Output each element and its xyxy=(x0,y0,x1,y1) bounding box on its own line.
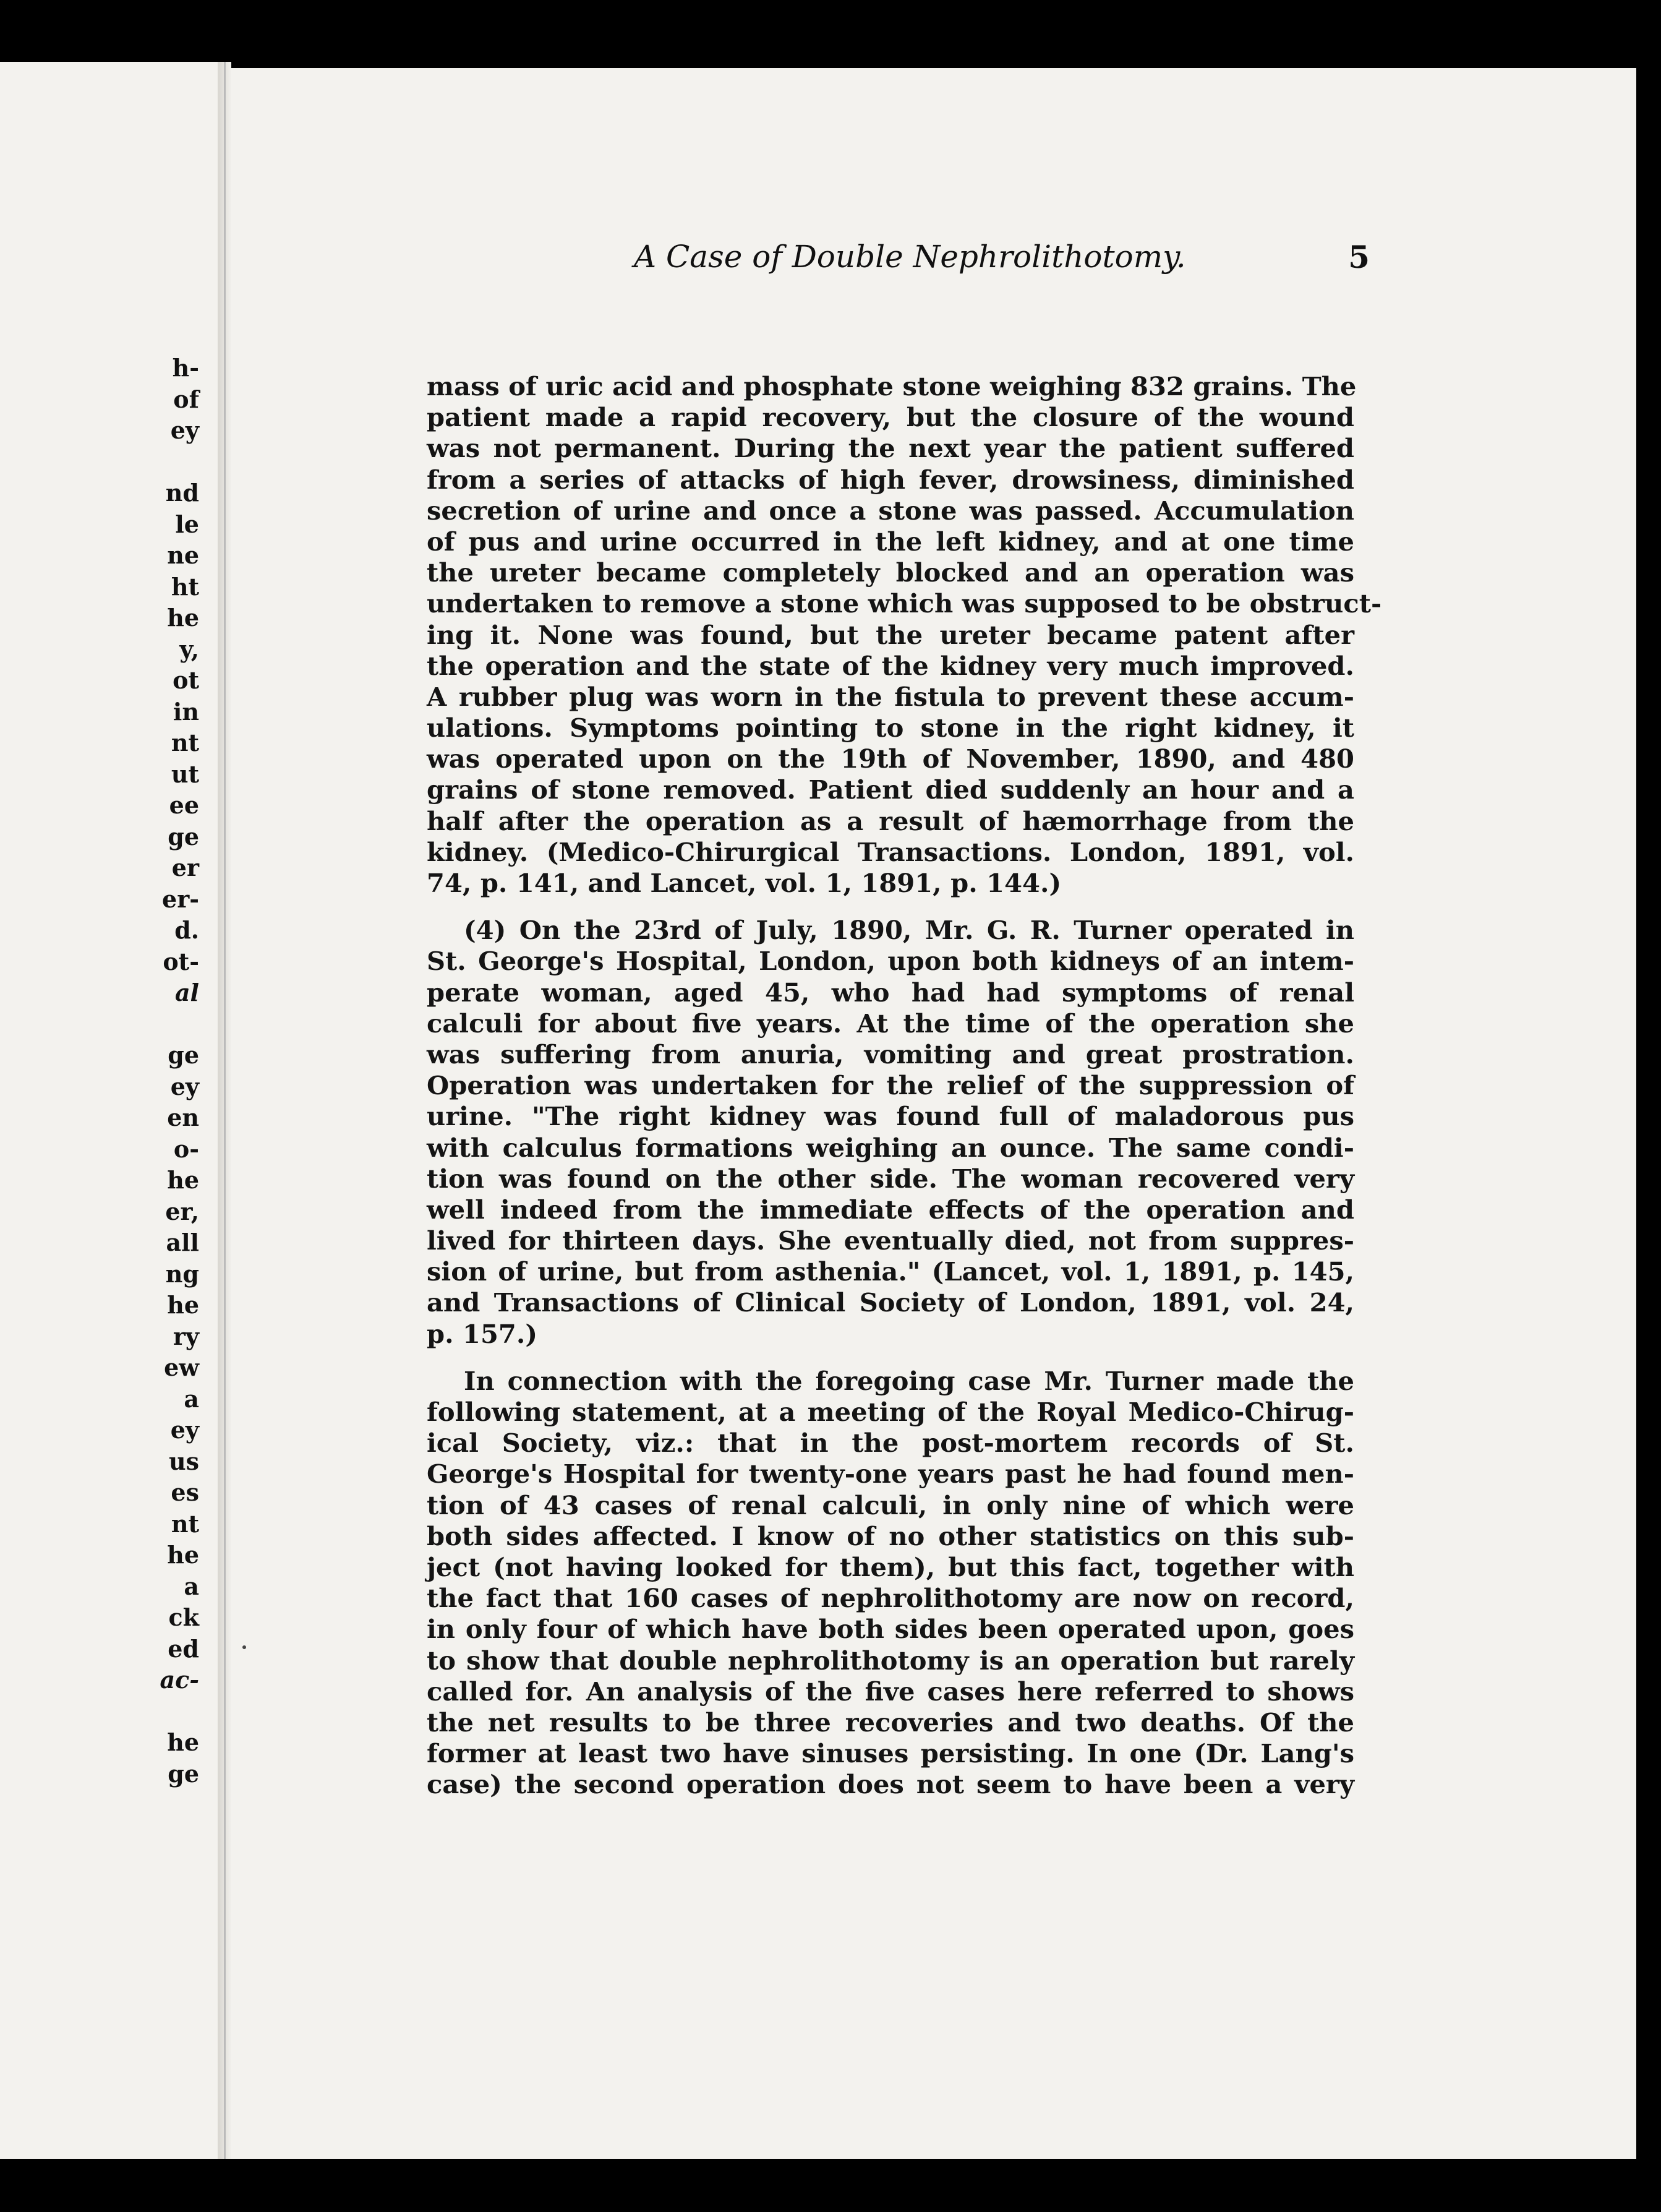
fragment-line: nt xyxy=(171,1509,199,1538)
text-line: (4) On the 23rd of July, 1890, Mr. G. R. Turner operated in xyxy=(464,915,1354,946)
fragment-line: a xyxy=(184,1572,199,1600)
text-line: tion of 43 cases of renal calculi, in only nine of which were xyxy=(427,1490,1354,1520)
text-line: urine. "The right kidney was found full of maladorous pus xyxy=(427,1101,1354,1132)
fragment-line: ed xyxy=(168,1634,199,1663)
text-line: In connection with the foregoing case Mr. Turner made the xyxy=(464,1365,1354,1396)
text-line: p. 157.) xyxy=(427,1318,538,1349)
text-line: the net results to be three recoveries and two deaths. Of the xyxy=(427,1707,1354,1738)
text-line: undertaken to remove a stone which was supposed to be obstruct- xyxy=(427,588,1382,619)
fragment-line: ck xyxy=(168,1603,199,1631)
fragment-line: ew xyxy=(164,1353,199,1381)
fragment-line: ht xyxy=(171,572,199,601)
text-line: lived for thirteen days. She eventually died, not from suppres- xyxy=(427,1225,1354,1256)
text-line: calculi for about five years. At the time of the operation she xyxy=(427,1008,1354,1039)
paragraph-2 xyxy=(427,915,1354,1350)
fragment-line: us xyxy=(168,1447,199,1475)
paragraph-3 xyxy=(427,1366,1354,1801)
fragment-line: ut xyxy=(171,760,199,788)
fragment-line: nt xyxy=(171,729,199,757)
text-line: secretion of urine and once a stone was passed. Accumulation xyxy=(427,495,1354,526)
fragment-line: le xyxy=(175,510,199,538)
text-line: in only four of which have both sides been operated upon, goes xyxy=(427,1614,1354,1645)
left-page-fragments xyxy=(0,353,199,1790)
fragment-line: ee xyxy=(169,791,199,819)
fragment-line: of xyxy=(173,385,199,413)
text-line: 74, p. 141, and Lancet, vol. 1, 1891, p. 144.) xyxy=(427,868,1062,898)
fragment-line: he xyxy=(167,1541,199,1569)
paragraph-gap xyxy=(427,899,1354,915)
text-line: half after the operation as a result of hæmorrhage from the xyxy=(427,805,1354,836)
fragment-line: er xyxy=(171,854,199,881)
fragment-line: en xyxy=(167,1104,199,1131)
text-line: called for. An analysis of the five cases here referred to shows xyxy=(427,1676,1354,1707)
fragment-line: ey xyxy=(170,416,199,444)
page-header xyxy=(399,234,1370,283)
left-page xyxy=(0,62,218,2159)
text-line: ing it. None was found, but the ureter became patent after xyxy=(427,619,1354,650)
fragment-line: d. xyxy=(174,916,199,944)
fragment-line: he xyxy=(167,1291,199,1319)
fragment-line: ac- xyxy=(160,1666,199,1694)
running-title: A Case of Double Nephrolithotomy. xyxy=(634,239,1186,275)
text-line: ject (not having looked for them), but this fact, together with xyxy=(427,1551,1354,1582)
text-line: ulations. Symptoms pointing to stone in the right kidney, it xyxy=(427,713,1354,744)
fragment-line: ot- xyxy=(163,947,199,975)
fragment-line: a xyxy=(184,1384,199,1413)
fragment-line: ng xyxy=(165,1259,199,1288)
text-line: was not permanent. During the next year the patient suffered xyxy=(427,433,1354,464)
fragment-line: ey xyxy=(170,1416,199,1444)
text-line: tion was found on the other side. The woman recovered very xyxy=(427,1163,1354,1194)
text-line: to show that double nephrolithotomy is an operation but rarely xyxy=(427,1645,1354,1676)
page-number: 5 xyxy=(1348,239,1370,275)
fragment-line: ey xyxy=(170,1072,199,1100)
fragment-line: all xyxy=(166,1228,199,1256)
fragment-line: y, xyxy=(179,635,199,663)
text-line: the operation and the state of the kidney very much improved. xyxy=(427,650,1354,681)
fragment-line: he xyxy=(167,604,199,632)
fragment-line: nd xyxy=(165,479,199,507)
fragment-line: er- xyxy=(162,885,199,913)
text-line: was operated upon on the 19th of November, 1890, and 480 xyxy=(427,744,1354,774)
fragment-line: h- xyxy=(172,354,199,382)
fragment-line: ry xyxy=(173,1322,199,1350)
text-line: ical Society, viz.: that in the post-mortem records of St. xyxy=(427,1428,1354,1459)
text-line: was suffering from anuria, vomiting and great prostration. xyxy=(427,1039,1354,1070)
fragment-line: o- xyxy=(173,1134,199,1163)
fragment-line: he xyxy=(167,1728,199,1756)
text-line: and Transactions of Clinical Society of London, 1891, vol. 24, xyxy=(427,1287,1354,1318)
fragment-line: ge xyxy=(168,1041,199,1069)
page-speck xyxy=(242,1645,246,1649)
fragment-line: er, xyxy=(165,1197,199,1225)
fragment-line: ge xyxy=(168,1759,199,1788)
fragment-line xyxy=(0,1009,199,1040)
text-line: the ureter became completely blocked and an operation was xyxy=(427,557,1354,588)
paragraph-gap xyxy=(427,1350,1354,1366)
text-line: Operation was undertaken for the relief of the suppression of xyxy=(427,1070,1354,1101)
text-line: sion of urine, but from asthenia." (Lancet, vol. 1, 1891, p. 145, xyxy=(427,1256,1354,1287)
fragment-line: al xyxy=(174,979,199,1006)
text-line: George's Hospital for twenty-one years past he had found men- xyxy=(427,1459,1354,1490)
text-line: patient made a rapid recovery, but the closure of the wound xyxy=(427,402,1354,433)
text-line: St. George's Hospital, London, upon both kidneys of an intem- xyxy=(427,946,1354,977)
fragment-line: ne xyxy=(167,541,199,569)
fragment-line: ge xyxy=(168,822,199,851)
text-line: from a series of attacks of high fever, drowsiness, diminished xyxy=(427,464,1354,495)
text-line: kidney. (Medico-Chirurgical Transactions. London, 1891, vol. xyxy=(427,836,1354,867)
text-line: following statement, at a meeting of the Royal Medico-Chirug- xyxy=(427,1397,1354,1427)
fragment-line xyxy=(0,1696,199,1728)
fragment-line xyxy=(0,447,199,478)
fragment-line: in xyxy=(173,697,199,726)
text-line: well indeed from the immediate effects of the operation and xyxy=(427,1194,1354,1225)
text-line: A rubber plug was worn in the fistula to prevent these accum- xyxy=(427,681,1354,712)
fragment-line: ot xyxy=(173,666,199,694)
body-text xyxy=(427,371,1382,1800)
fragment-line: es xyxy=(171,1478,199,1506)
text-line: with calculus formations weighing an ounce. The same condi- xyxy=(427,1132,1354,1163)
text-line: grains of stone removed. Patient died suddenly an hour and a xyxy=(427,774,1354,805)
paragraph-1 xyxy=(427,371,1382,899)
text-line: both sides affected. I know of no other statistics on this sub- xyxy=(427,1520,1354,1551)
text-line: mass of uric acid and phosphate stone weighing 832 grains. The xyxy=(427,371,1357,401)
text-line: former at least two have sinuses persisting. In one (Dr. Lang's xyxy=(427,1738,1354,1769)
text-line: of pus and urine occurred in the left kidney, and at one time xyxy=(427,526,1354,557)
text-line: case) the second operation does not seem to have been a very xyxy=(427,1769,1354,1800)
fragment-line: he xyxy=(167,1166,199,1194)
text-line: perate woman, aged 45, who had had symptoms of renal xyxy=(427,977,1354,1008)
spine-crease xyxy=(224,62,226,2159)
text-line: the fact that 160 cases of nephrolithotomy are now on record, xyxy=(427,1583,1354,1614)
